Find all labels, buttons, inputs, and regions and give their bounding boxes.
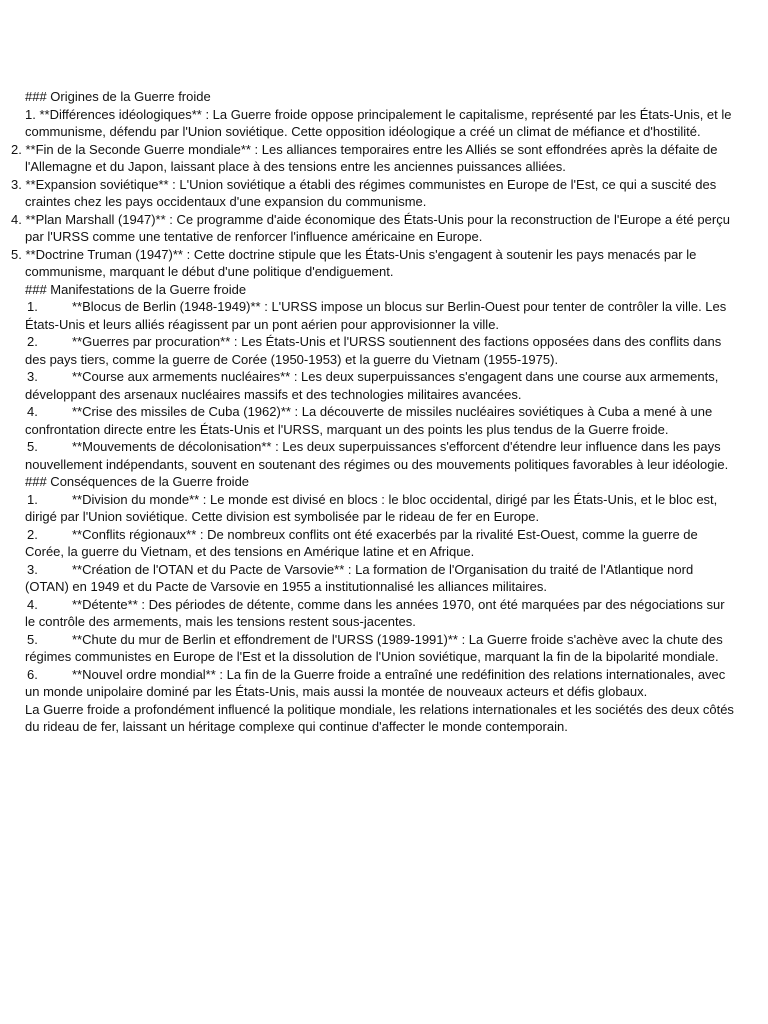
item-number: 1.	[25, 106, 36, 122]
item-text: **Fin de la Seconde Guerre mondiale** : Les alliances temporaires entre les Alliés se sont effondrées après la défaite de l'Allemagne et du Japon, laissant place à des tensions entre les anciennes puissances alliées.	[25, 141, 718, 174]
item-number: 4.	[27, 596, 38, 612]
list-item	[25, 368, 737, 403]
item-text: **Expansion soviétique** : L'Union soviétique a établi des régimes communistes en Europe de l'Est, ce qui a suscité des craintes chez les pays occidentaux d'une expansion du communisme.	[25, 176, 717, 209]
item-number: 2.	[11, 141, 22, 157]
item-text: **Course aux armements nucléaires** : Les deux superpuissances s'engagent dans une course aux armements, développant des arsenaux nucléaires massifs et des technologies militaires avancées.	[25, 369, 719, 402]
item-number: 3.	[11, 176, 22, 192]
item-text: **Crise des missiles de Cuba (1962)** : La découverte de missiles nucléaires soviétiques à Cuba a mené à une confrontation directe entre les États-Unis et l'URSS, marquant un des points les plus tendus de la Guerre froide.	[25, 404, 713, 437]
item-number: 1.	[27, 299, 38, 314]
item-number: 2.	[27, 526, 38, 542]
item-text: **Guerres par procuration** : Les États-Unis et l'URSS soutiennent des factions opposées dans des conflits dans des pays tiers, comme la guerre de Corée (1950-1953) et la guerre du Vietnam (1955-1975).	[25, 334, 722, 367]
conclusion-paragraph: La Guerre froide a profondément influencé la politique mondiale, les relations internationales et les sociétés des deux côtés du rideau de fer, laissant un héritage complexe qui continue d'affecter le monde contemporain.	[25, 701, 734, 734]
list-item	[25, 596, 737, 631]
list-item	[25, 561, 737, 596]
item-text: **Chute du mur de Berlin et effondrement de l'URSS (1989-1991)** : La Guerre froide s'achève avec la chute des régimes communistes en Europe de l'Est et la dissolution de l'Union soviétique, marquant la fin de la bipolarité mondiale.	[25, 631, 723, 664]
item-number: 5.	[27, 439, 38, 454]
item-number: 6.	[27, 666, 38, 682]
item-text: **Différences idéologiques** : La Guerre froide oppose principalement le capitalisme, représenté par les États-Unis, et le communisme, défendu par l'Union soviétique. Cette opposition idéologique a créé un climat de méfiance et d'hostilité.	[25, 106, 732, 139]
list-item	[25, 403, 737, 438]
section-heading-manifestations: ### Manifestations de la Guerre froide	[25, 281, 247, 297]
item-number: 5.	[11, 246, 22, 262]
document-body	[11, 88, 737, 736]
item-text: **Division du monde** : Le monde est divisé en blocs : le bloc occidental, dirigé par les États-Unis, et le bloc est, dirigé par l'Union soviétique. Cette division est symbolisée par le rideau de fer en Europe.	[25, 491, 718, 524]
section-heading-consequences: ### Conséquences de la Guerre froide	[25, 474, 250, 489]
item-number: 4.	[11, 211, 22, 227]
list-item	[11, 246, 737, 281]
list-item	[25, 491, 737, 526]
section-heading-origines: ### Origines de la Guerre froide	[25, 89, 211, 104]
item-number: 3.	[27, 561, 38, 577]
list-item	[25, 631, 737, 666]
item-text: **Nouvel ordre mondial** : La fin de la Guerre froide a entraîné une redéfinition des relations internationales, avec un monde unipolaire dominé par les États-Unis, mais aussi la montée de nouveaux acteurs et défis globaux.	[25, 666, 726, 699]
item-number: 4.	[27, 404, 38, 419]
list-item	[11, 141, 737, 176]
item-number: 3.	[27, 369, 38, 384]
item-number: 5.	[27, 631, 38, 647]
list-item	[11, 211, 737, 246]
list-item	[25, 438, 737, 473]
list-item	[25, 106, 737, 141]
item-text: **Mouvements de décolonisation** : Les deux superpuissances s'efforcent d'étendre leur influence dans les pays nouvellement indépendants, souvent en soutenant des régimes ou des mouvements politiques favorables à leur idéologie.	[25, 439, 729, 472]
item-text: **Doctrine Truman (1947)** : Cette doctrine stipule que les États-Unis s'engagent à soutenir les pays menacés par le communisme, marquant le début d'une politique d'endiguement.	[25, 246, 697, 279]
list-item	[11, 176, 737, 211]
item-text: **Détente** : Des périodes de détente, comme dans les années 1970, ont été marquées par des négociations sur le contrôle des armements, mais les tensions restent sous-jacentes.	[25, 596, 725, 629]
item-text: **Blocus de Berlin (1948-1949)** : L'URSS impose un blocus sur Berlin-Ouest pour tenter de contrôler la ville. Les États-Unis et leurs alliés réagissent par un pont aérien pour approvisionner la ville.	[25, 299, 727, 332]
list-item	[25, 298, 737, 333]
list-item	[25, 666, 737, 701]
item-text: **Conflits régionaux** : De nombreux conflits ont été exacerbés par la rivalité Est-Ouest, comme la guerre de Corée, la guerre du Vietnam, et des tensions en Amérique latine et en Afrique.	[25, 526, 698, 559]
list-item	[25, 333, 737, 368]
list-item	[25, 526, 737, 561]
item-text: **Plan Marshall (1947)** : Ce programme d'aide économique des États-Unis pour la reconstruction de l'Europe a été perçu par l'URSS comme une tentative de renforcer l'influence américaine en Europe.	[25, 211, 730, 244]
item-number: 1.	[27, 491, 38, 507]
item-number: 2.	[27, 334, 38, 349]
item-text: **Création de l'OTAN et du Pacte de Varsovie** : La formation de l'Organisation du traité de l'Atlantique nord (OTAN) en 1949 et du Pacte de Varsovie en 1955 a institutionnalisé les alliances militaires.	[25, 561, 694, 594]
